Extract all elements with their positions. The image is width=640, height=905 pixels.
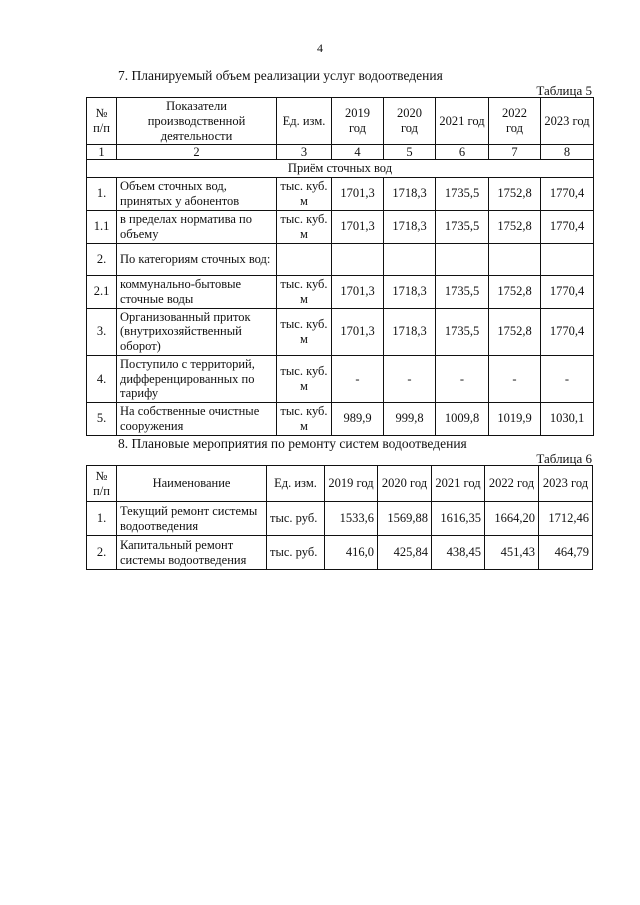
row-value: 1752,8 [489, 275, 541, 308]
row-name: в пределах норматива по объему [117, 210, 277, 243]
row-value: 438,45 [432, 536, 485, 570]
row-value: 999,8 [384, 403, 436, 436]
row-value [489, 243, 541, 275]
page-number: 4 [317, 41, 323, 55]
table-5-section-row [87, 160, 594, 178]
row-value: 1770,4 [541, 210, 594, 243]
section-8-heading: 8. Плановые мероприятия по ремонту систем водоотведения [118, 436, 467, 451]
row-value: - [332, 355, 384, 402]
header-year-2019: 2019 год [332, 98, 384, 145]
table-row [87, 178, 594, 211]
row-num: 2.1 [87, 275, 117, 308]
header-num: № п/п [87, 98, 117, 145]
row-value: 1752,8 [489, 210, 541, 243]
row-unit: тыс. куб. м [277, 355, 332, 402]
row-value: 1770,4 [541, 178, 594, 211]
row-name: Объем сточных вод, принятых у абонентов [117, 178, 277, 211]
row-value [332, 243, 384, 275]
table-row [87, 355, 594, 402]
row-num: 5. [87, 403, 117, 436]
row-num: 2. [87, 243, 117, 275]
header-year-2020: 2020 год [378, 466, 432, 502]
row-value: 989,9 [332, 403, 384, 436]
header-year-2020: 2020 год [384, 98, 436, 145]
row-value: 1616,35 [432, 502, 485, 536]
row-value: - [384, 355, 436, 402]
row-value: 1718,3 [384, 308, 436, 355]
row-value: 425,84 [378, 536, 432, 570]
col-number: 7 [489, 145, 541, 160]
row-value: 1770,4 [541, 275, 594, 308]
row-value: 1664,20 [485, 502, 539, 536]
header-year-2019: 2019 год [325, 466, 378, 502]
row-unit: тыс. руб. [267, 502, 325, 536]
row-value: 1718,3 [384, 275, 436, 308]
row-value: 1735,5 [436, 308, 489, 355]
table-row [87, 243, 594, 275]
header-year-2021: 2021 год [432, 466, 485, 502]
header-year-2021: 2021 год [436, 98, 489, 145]
header-name: Наименование [117, 466, 267, 502]
header-unit: Ед. изм. [277, 98, 332, 145]
row-unit: тыс. руб. [267, 536, 325, 570]
col-number: 4 [332, 145, 384, 160]
table-6-header-row [87, 466, 593, 502]
table-5-caption: Таблица 5 [536, 83, 592, 98]
row-value: 1712,46 [539, 502, 593, 536]
row-num: 1. [87, 178, 117, 211]
row-unit [277, 243, 332, 275]
header-year-2023: 2023 год [539, 466, 593, 502]
row-name: Текущий ремонт системы водоотведения [117, 502, 267, 536]
header-indicator: Показатели производственной деятельности [117, 98, 277, 145]
row-value [384, 243, 436, 275]
row-unit: тыс. куб. м [277, 403, 332, 436]
col-number: 5 [384, 145, 436, 160]
section-title: Приём сточных вод [87, 160, 594, 178]
row-value: 1735,5 [436, 178, 489, 211]
table-row [87, 502, 593, 536]
row-value: 416,0 [325, 536, 378, 570]
col-number: 3 [277, 145, 332, 160]
table-6-caption: Таблица 6 [536, 451, 592, 466]
row-unit: тыс. куб. м [277, 275, 332, 308]
row-unit: тыс. куб. м [277, 308, 332, 355]
row-value: 1735,5 [436, 275, 489, 308]
row-value: - [436, 355, 489, 402]
col-number: 6 [436, 145, 489, 160]
header-year-2022: 2022 год [485, 466, 539, 502]
col-number: 1 [87, 145, 117, 160]
row-name: Капитальный ремонт системы водоотведения [117, 536, 267, 570]
row-value: - [541, 355, 594, 402]
row-name: Организованный приток (внутрихозяйственный оборот) [117, 308, 277, 355]
header-year-2023: 2023 год [541, 98, 594, 145]
row-value: 1533,6 [325, 502, 378, 536]
row-name: На собственные очистные сооружения [117, 403, 277, 436]
header-num: № п/п [87, 466, 117, 502]
row-value: 1019,9 [489, 403, 541, 436]
table-row [87, 403, 594, 436]
row-value: 1718,3 [384, 178, 436, 211]
row-num: 2. [87, 536, 117, 570]
row-value: 1752,8 [489, 308, 541, 355]
row-value: 1701,3 [332, 308, 384, 355]
row-num: 1.1 [87, 210, 117, 243]
row-value: 1569,88 [378, 502, 432, 536]
row-value [436, 243, 489, 275]
row-num: 1. [87, 502, 117, 536]
row-value: - [489, 355, 541, 402]
row-value: 1701,3 [332, 178, 384, 211]
header-unit: Ед. изм. [267, 466, 325, 502]
table-5 [86, 97, 594, 436]
col-number: 2 [117, 145, 277, 160]
row-value: 464,79 [539, 536, 593, 570]
table-5-header-row [87, 98, 594, 145]
row-num: 3. [87, 308, 117, 355]
row-value: 1701,3 [332, 275, 384, 308]
table-row [87, 536, 593, 570]
table-5-column-numbers [87, 145, 594, 160]
row-value: 1701,3 [332, 210, 384, 243]
row-value [541, 243, 594, 275]
row-value: 1752,8 [489, 178, 541, 211]
table-row [87, 210, 594, 243]
row-value: 1770,4 [541, 308, 594, 355]
row-value: 451,43 [485, 536, 539, 570]
row-value: 1735,5 [436, 210, 489, 243]
row-name: Поступило с территорий, дифференцированных по тарифу [117, 355, 277, 402]
row-name: коммунально-бытовые сточные воды [117, 275, 277, 308]
table-row [87, 308, 594, 355]
row-num: 4. [87, 355, 117, 402]
table-6 [86, 465, 593, 570]
col-number: 8 [541, 145, 594, 160]
row-value: 1009,8 [436, 403, 489, 436]
section-7-heading: 7. Планируемый объем реализации услуг водоотведения [118, 68, 443, 83]
header-year-2022: 2022 год [489, 98, 541, 145]
row-unit: тыс. куб. м [277, 210, 332, 243]
row-name: По категориям сточных вод: [117, 243, 277, 275]
row-unit: тыс. куб. м [277, 178, 332, 211]
table-row [87, 275, 594, 308]
row-value: 1030,1 [541, 403, 594, 436]
row-value: 1718,3 [384, 210, 436, 243]
